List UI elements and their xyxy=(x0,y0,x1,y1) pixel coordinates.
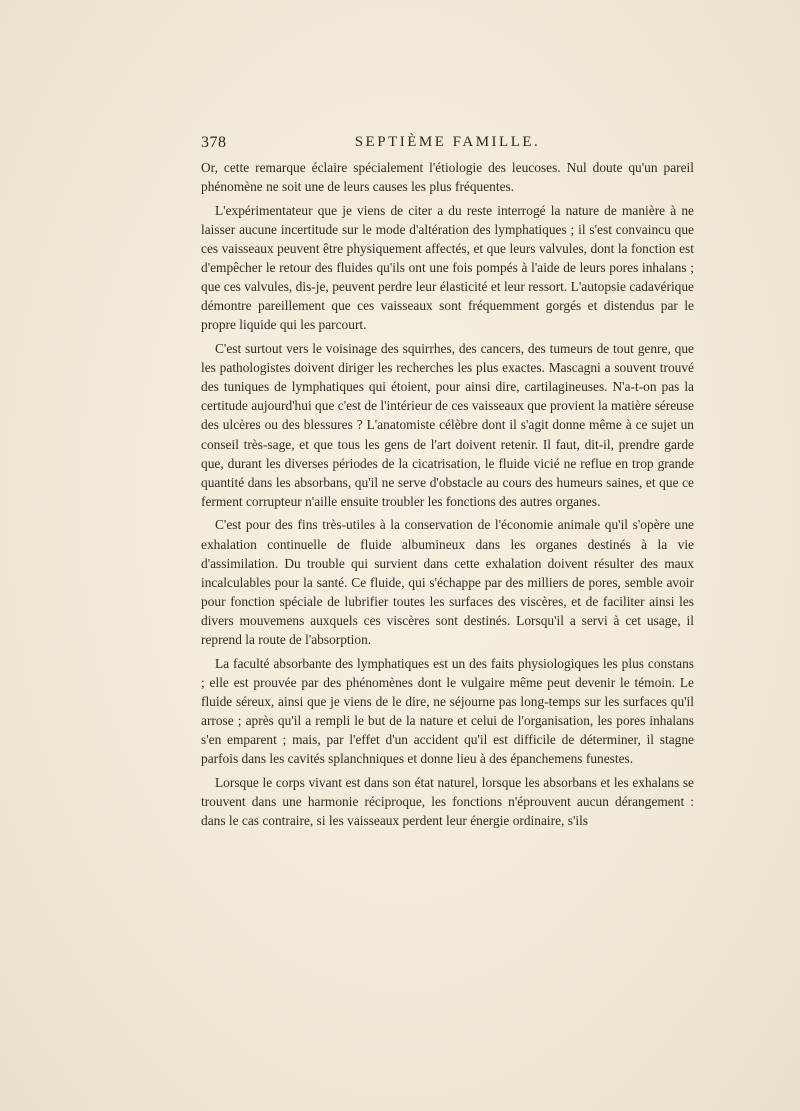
page-header xyxy=(201,134,694,156)
paragraph: C'est surtout vers le voisinage des squirrhes, des cancers, des tumeurs de tout genre, que les pathologistes doivent diriger les recherches les plus exactes. Mascagni a souvent trouvé des tuniques de lymphatiques qui étoient, pour ainsi dire, cartilagineuses. N'a-t-on pas la certitude aujourd'hui que c'est de l'intérieur de ces vaisseaux que provient la matière séreuse des ulcères ou des blessures ? L'anatomiste célèbre dont il s'agit donne même à ce sujet un conseil très-sage, et que tous les gens de l'art doivent retenir. Il faut, dit-il, prendre garde que, durant les diverses périodes de la cicatrisation, le fluide vicié ne reflue en trop grande quantité dans les absorbans, qu'il ne serve d'obstacle au cours des humeurs saines, et que ce ferment corrupteur n'aille ensuite troubler les fonctions des autres organes. xyxy=(201,341,694,509)
paragraph: Or, cette remarque éclaire spécialement l'étiologie des leucoses. Nul doute qu'un pareil phénomène ne soit une de leurs causes les plus fréquentes. xyxy=(201,160,694,195)
body-text xyxy=(201,158,694,835)
paragraph: Lorsque le corps vivant est dans son état naturel, lorsque les absorbans et les exhalans se trouvent dans une harmonie réciproque, les fonctions n'éprouvent aucun dérangement : dans le cas contraire, si les vaisseaux perdent leur énergie ordinaire, s'ils xyxy=(201,774,694,829)
page-number: 378 xyxy=(201,134,227,151)
paragraph: L'expérimentateur que je viens de citer a du reste interrogé la nature de manière à ne laisser aucune incertitude sur le mode d'altération des lymphatiques ; il s'est convaincu que ces vaisseaux peuvent être physiquement affectés, et que leurs valvules, dont la fonction est d'empêcher le retour des fluides qu'ils ont une fois pompés à l'aide de leurs pores inhalans ; que ces valvules, dis-je, peuvent perdre leur élasticité et leur ressort. L'autopsie cadavérique démontre pareillement que ces vaisseaux sont fréquemment gorgés et distendus par le propre liquide qui les parcourt. xyxy=(201,202,694,333)
paragraph: C'est pour des fins très-utiles à la conservation de l'économie animale qu'il s'opère une exhalation continuelle de fluide albumineux dans les organes destinés à la vie d'assimilation. Du trouble qui survient dans cette exhalation doivent résulter des maux incalculables pour la santé. Ce fluide, qui s'échappe par des milliers de pores, semble avoir pour fonction spéciale de lubrifier toutes les surfaces des viscères, et de faciliter ainsi les divers mouvemens auxquels ces viscères sont destinés. Lorsqu'il a servi à cet usage, il reprend la route de l'absorption. xyxy=(201,517,694,648)
paragraph: La faculté absorbante des lymphatiques est un des faits physiologiques les plus constans ; elle est prouvée par des phénomènes dont le vulgaire même peut devenir le témoin. Le fluide séreux, ainsi que je viens de le dire, ne séjourne pas long-temps sur les surfaces qu'il arrose ; après qu'il a rempli le but de la nature et celui de l'organisation, les pores inhalans s'en emparent ; mais, par l'effet d'un accident qu'il est difficile de déterminer, il stagne parfois dans les cavités splanchniques et donne lieu à des épanchemens funestes. xyxy=(201,655,694,767)
running-title: SEPTIÈME FAMILLE. xyxy=(354,134,541,150)
